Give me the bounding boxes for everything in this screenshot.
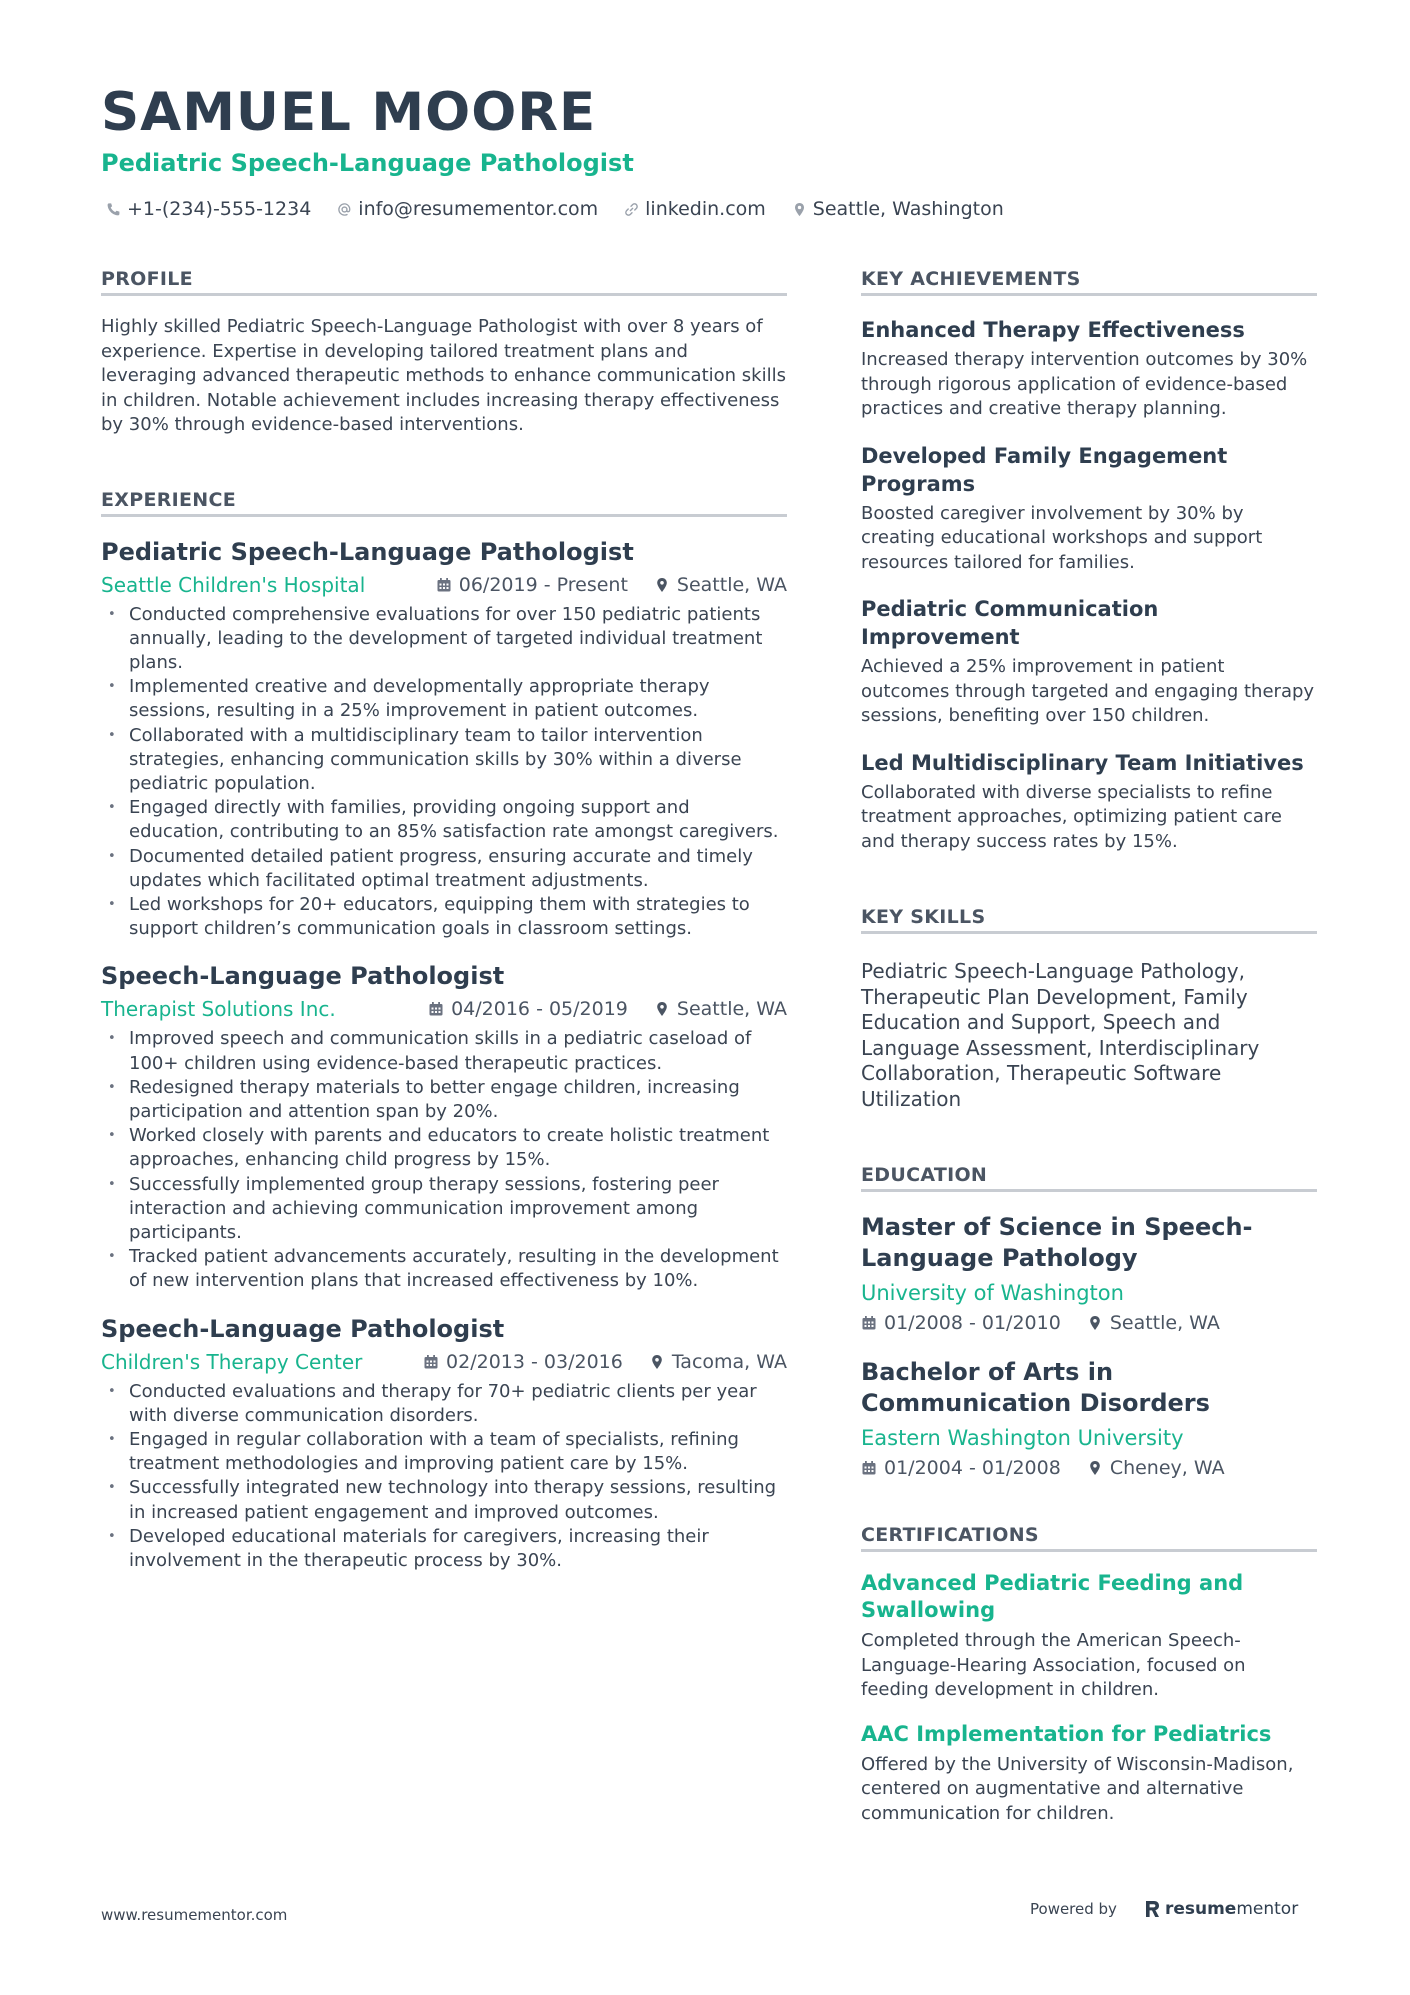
candidate-name: SAMUEL MOORE (101, 82, 597, 143)
achievement-desc: Achieved a 25% improvement in patient outcomes through targeted and engaging therapy sessions, benefiting over 150 children. (861, 656, 1315, 726)
list-item: • Successfully integrated new technology into therapy sessions, resulting in increased patient engagement and improved outcomes. (101, 1476, 787, 1524)
calendar-icon (423, 1354, 439, 1370)
list-item: • Engaged in regular collaboration with a team of specialists, refining treatment methodologies and improving patient care by 15%. (101, 1428, 787, 1476)
contact-location (792, 198, 1004, 220)
location-pin-icon (1087, 1460, 1103, 1476)
linkedin-text: linkedin.com (645, 198, 766, 220)
achievement-desc: Collaborated with diverse specialists to refine treatment approaches, optimizing patient care and therapy success rates by 15%. (861, 781, 1282, 852)
list-item: • Redesigned therapy materials to better engage children, increasing participation and attention span by 20%. (101, 1076, 787, 1124)
list-item: • Engaged directly with families, providing ongoing support and education, contributing to an 85% satisfaction rate amongst caregivers. (101, 796, 787, 844)
education-location (1087, 1457, 1225, 1479)
education-degree: Master of Science in Speech-Language Pathology (861, 1213, 1253, 1272)
job-meta (101, 995, 787, 1023)
achievement-item (861, 595, 1317, 729)
certification-title: Advanced Pediatric Feeding and Swallowing (861, 1571, 1244, 1622)
education-location (1087, 1312, 1220, 1334)
job-bullets (101, 603, 787, 942)
resumementor-logo-icon (1145, 1900, 1160, 1918)
list-item: • Conducted comprehensive evaluations for over 150 pediatric patients annually, leading to the development of targeted individual treatment plans. (101, 603, 787, 676)
list-item: • Documented detailed patient progress, ensuring accurate and timely updates which facilitated optimal treatment adjustments. (101, 845, 787, 893)
footer-website[interactable]: www.resumementor.com (101, 1906, 288, 1924)
certification-desc: Completed through the American Speech-Language-Hearing Association, focused on feeding development in children. (861, 1630, 1246, 1700)
education-item (861, 1212, 1317, 1337)
location-pin-icon (649, 1354, 665, 1370)
calendar-icon (436, 577, 452, 593)
achievement-desc: Increased therapy intervention outcomes by 30% through rigorous application of evidence-based practices and creative therapy planning. (861, 349, 1308, 419)
phone-text: +1-(234)-555-1234 (127, 198, 312, 220)
list-item: • Tracked patient advancements accurately, resulting in the development of new intervention plans that increased effectiveness by 10%. (101, 1245, 787, 1293)
contact-bar (106, 198, 1030, 220)
list-item: • Led workshops for 20+ educators, equipping them with strategies to support children’s communication goals in classroom settings. (101, 893, 787, 941)
job-location (654, 998, 787, 1020)
right-column (861, 268, 1317, 1826)
education-dates-text: 01/2008 - 01/2010 (884, 1312, 1061, 1334)
candidate-title: Pediatric Speech-Language Pathologist (101, 149, 634, 177)
left-column (101, 268, 787, 1573)
job-meta (101, 571, 787, 599)
job-title: Speech-Language Pathologist (101, 962, 505, 991)
brand-name-thin: mentor (1236, 1899, 1299, 1919)
job-entry (101, 961, 787, 1293)
location-text: Seattle, Washington (812, 198, 1004, 220)
job-location (654, 574, 787, 596)
certification-item (861, 1570, 1317, 1703)
job-company: Children's Therapy Center (101, 1349, 363, 1374)
education-dates (861, 1457, 1061, 1479)
certification-title: AAC Implementation for Pediatrics (861, 1721, 1272, 1746)
calendar-icon (861, 1460, 877, 1476)
education-meta (861, 1309, 1317, 1337)
achievement-item (861, 316, 1317, 422)
education-meta (861, 1454, 1317, 1482)
list-item: • Collaborated with a multidisciplinary team to tailor intervention strategies, enhancing communication skills by 30% within a diverse pediatric population. (101, 724, 787, 797)
achievement-title: Led Multidisciplinary Team Initiatives (861, 750, 1304, 775)
job-location (649, 1351, 787, 1373)
skills-text: Pediatric Speech-Language Pathology, Therapeutic Plan Development, Family Education and Support, Speech and Language Assessment, Interdisciplinary Collaboration, Therapeutic Software Utilization (861, 959, 1260, 1111)
contact-phone (106, 198, 311, 220)
list-item: • Developed educational materials for caregivers, increasing their involvement in the therapeutic process by 30%. (101, 1525, 787, 1573)
job-title: Speech-Language Pathologist (101, 1314, 505, 1343)
list-item: • Implemented creative and developmentally appropriate therapy sessions, resulting in a 25% improvement in patient outcomes. (101, 675, 787, 723)
achievements-heading: KEY ACHIEVEMENTS (861, 268, 1317, 296)
job-title: Pediatric Speech-Language Pathologist (101, 537, 634, 566)
education-school: University of Washington (861, 1281, 1124, 1305)
achievement-item (861, 442, 1317, 576)
achievement-desc: Boosted caregiver involvement by 30% by creating educational workshops and support resources tailored for families. (861, 502, 1263, 573)
brand-name-bold: resume (1164, 1899, 1237, 1919)
list-item: • Successfully implemented group therapy sessions, fostering peer interaction and achieving communication improvement among participants. (101, 1173, 787, 1246)
profile-heading: PROFILE (101, 268, 787, 296)
location-pin-icon (1087, 1315, 1103, 1331)
profile-text: Highly skilled Pediatric Speech-Language Pathologist with over 8 years of experience. Expertise in developing tailored treatment plans and leveraging advanced therapeutic methods to enhance communication skills in children. Notable achievement includes increasing therapy effectiveness by 30% through evidence-based interventions. (101, 316, 786, 435)
phone-icon (106, 202, 121, 217)
education-dates (861, 1312, 1061, 1334)
education-degree: Bachelor of Arts in Communication Disorders (861, 1358, 1210, 1417)
job-entry (101, 537, 787, 942)
skills-heading: KEY SKILLS (861, 906, 1317, 934)
job-bullets (101, 1027, 787, 1293)
location-pin-icon (654, 1001, 670, 1017)
email-text: info@resumementor.com (358, 198, 599, 220)
powered-by-label: Powered by (1030, 1900, 1117, 1918)
job-bullets (101, 1380, 787, 1574)
achievement-item (861, 749, 1317, 855)
contact-email[interactable] (337, 198, 598, 220)
achievement-title: Developed Family Engagement Programs (861, 443, 1228, 496)
experience-heading: EXPERIENCE (101, 489, 787, 517)
education-heading: EDUCATION (861, 1164, 1317, 1192)
certification-desc: Offered by the University of Wisconsin-Madison, centered on augmentative and alternative communication for children. (861, 1753, 1294, 1824)
job-dates (436, 574, 628, 596)
education-item (861, 1357, 1317, 1482)
job-dates-text: 02/2013 - 03/2016 (446, 1350, 623, 1373)
calendar-icon (861, 1315, 877, 1331)
education-location-text: Cheney, WA (1109, 1457, 1225, 1479)
list-item: • Worked closely with parents and educators to create holistic treatment approaches, enhancing child progress by 15%. (101, 1124, 787, 1172)
achievement-title: Pediatric Communication Improvement (861, 597, 1159, 649)
education-school: Eastern Washington University (861, 1426, 1184, 1450)
brand-logo[interactable] (1145, 1899, 1298, 1919)
job-company: Therapist Solutions Inc. (101, 997, 336, 1022)
job-company: Seattle Children's Hospital (101, 572, 366, 597)
job-dates (423, 1351, 623, 1373)
achievement-title: Enhanced Therapy Effectiveness (861, 318, 1245, 342)
education-dates-text: 01/2004 - 01/2008 (884, 1457, 1061, 1479)
footer-branding (1030, 1899, 1298, 1919)
calendar-icon (428, 1001, 444, 1017)
certification-item (861, 1721, 1317, 1827)
location-pin-icon (792, 202, 807, 217)
list-item: • Improved speech and communication skills in a pediatric caseload of 100+ children using evidence-based therapeutic practices. (101, 1027, 787, 1075)
link-icon (624, 202, 639, 217)
contact-linkedin[interactable] (624, 198, 766, 220)
job-dates-text: 06/2019 - Present (458, 573, 628, 596)
job-entry (101, 1314, 787, 1574)
job-location-text: Tacoma, WA (671, 1350, 787, 1373)
job-location-text: Seattle, WA (676, 573, 787, 596)
location-pin-icon (654, 577, 670, 593)
at-icon (337, 202, 352, 217)
education-location-text: Seattle, WA (1109, 1312, 1220, 1334)
job-meta (101, 1348, 787, 1376)
job-dates-text: 04/2016 - 05/2019 (451, 998, 628, 1021)
job-location-text: Seattle, WA (676, 998, 787, 1021)
job-dates (428, 998, 628, 1020)
certifications-heading: CERTIFICATIONS (861, 1524, 1317, 1552)
list-item: • Conducted evaluations and therapy for 70+ pediatric clients per year with diverse communication disorders. (101, 1380, 787, 1428)
